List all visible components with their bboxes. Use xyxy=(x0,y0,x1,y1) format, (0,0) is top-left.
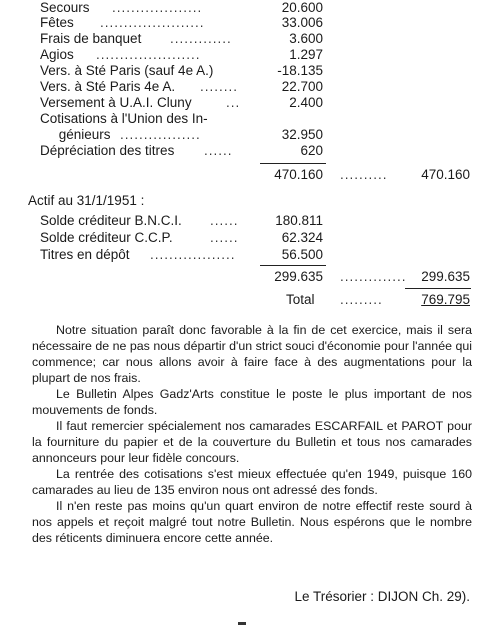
expense-label: Agios xyxy=(40,47,74,62)
leader-dots: ................... xyxy=(112,0,203,15)
expense-amount: -18.135 xyxy=(277,63,323,78)
expense-amount: 2.400 xyxy=(289,95,323,110)
report-text xyxy=(32,322,472,546)
leader-dots: .................. xyxy=(150,247,236,262)
grand-total-row xyxy=(0,292,500,308)
leader-dots: ......... xyxy=(340,292,383,307)
expense-label: Vers. à Sté Paris (sauf 4e A.) xyxy=(40,63,214,78)
asset-label: Titres en dépôt xyxy=(40,247,130,262)
expenses-total: 470.160 xyxy=(274,167,323,182)
assets-total-right: 299.635 xyxy=(421,269,470,284)
total-rule xyxy=(405,288,471,289)
expense-row xyxy=(0,63,500,79)
leader-dots: .............. xyxy=(340,269,407,284)
expense-row xyxy=(0,0,500,16)
expense-row xyxy=(0,31,500,47)
expense-label: Vers. à Sté Paris 4e A. xyxy=(40,79,176,94)
expense-amount: 3.600 xyxy=(289,31,323,46)
asset-row xyxy=(0,247,500,263)
expense-label: Fêtes xyxy=(40,15,74,30)
expense-amount: 33.006 xyxy=(281,15,323,30)
leader-dots: ........ xyxy=(200,79,239,94)
leader-dots: ................. xyxy=(120,127,201,142)
leader-dots: ...................... xyxy=(96,47,201,62)
expense-amount: 1.297 xyxy=(289,47,323,62)
expense-label: Cotisations à l'Union des In- xyxy=(40,111,208,126)
asset-amount: 62.324 xyxy=(281,230,323,245)
expense-label: Dépréciation des titres xyxy=(40,143,175,158)
expense-amount: 20.600 xyxy=(281,0,323,15)
subtotal-rule xyxy=(260,265,326,266)
paragraph: Il faut remercier spécialement nos camarades ESCARFAIL et PAROT pour la fourniture du papier et de la couverture du Bulletin et tous nos camarades annonceurs pour leur fidèle concours. xyxy=(32,419,472,465)
expense-row xyxy=(0,143,500,159)
expense-amount: 32.950 xyxy=(281,127,323,142)
assets-heading: Actif au 31/1/1951 : xyxy=(28,193,145,208)
assets-total: 299.635 xyxy=(274,269,323,284)
leader-dots: ...................... xyxy=(100,15,205,30)
expense-amount: 620 xyxy=(300,143,323,158)
paragraph: Il n'en reste pas moins qu'un quart environ de notre effectif reste sourd à nos appels et reçoit malgré tout notre Bulletin. Nous espérons que le nombre des réticents diminuera encore cette année. xyxy=(32,499,472,545)
page-mark xyxy=(238,622,246,625)
grand-total-label: Total xyxy=(286,292,315,307)
expenses-total-row xyxy=(0,167,500,183)
expense-label: génieurs xyxy=(40,127,111,142)
asset-label: Solde créditeur C.C.P. xyxy=(40,230,173,245)
leader-dots: .......... xyxy=(340,167,388,182)
expense-label: Frais de banquet xyxy=(40,31,142,46)
asset-row xyxy=(0,213,500,229)
paragraph: La rentrée des cotisations s'est mieux effectuée qu'en 1949, puisque 160 camarades au lieu de 135 environ nous ont adressé des fonds. xyxy=(32,467,472,497)
leader-dots: ...... xyxy=(204,143,233,158)
signature: Le Trésorier : DIJON Ch. 29). xyxy=(294,589,470,604)
expense-row xyxy=(0,95,500,111)
asset-label: Solde créditeur B.N.C.I. xyxy=(40,213,182,228)
expenses-total-right: 470.160 xyxy=(421,167,470,182)
expense-label: Versement à U.A.I. Cluny xyxy=(40,95,192,110)
paragraph: Le Bulletin Alpes Gadz'Arts constitue le poste le plus important de nos mouvements de fonds. xyxy=(32,387,472,417)
subtotal-rule xyxy=(260,163,326,164)
expense-row xyxy=(0,111,500,127)
expense-row xyxy=(0,127,500,143)
expense-label: Secours xyxy=(40,0,90,15)
assets-total-row xyxy=(0,269,500,285)
expense-row xyxy=(0,47,500,63)
expense-amount: 22.700 xyxy=(281,79,323,94)
leader-dots: ............. xyxy=(170,31,232,46)
leader-dots: ... xyxy=(226,95,241,110)
expense-row xyxy=(0,79,500,95)
grand-total: 769.795 xyxy=(421,292,470,307)
asset-amount: 180.811 xyxy=(275,213,323,228)
paragraph: Notre situation paraît donc favorable à la fin de cet exercice, mais il sera nécessaire de ne pas nous départir d'un strict souci d'économie pour l'année qui commence; car nous allons avoir à faire face à des augmentations pour la plupart de nos frais. xyxy=(32,323,472,385)
asset-row xyxy=(0,230,500,246)
leader-dots: ...... xyxy=(210,230,239,245)
expense-row xyxy=(0,15,500,31)
asset-amount: 56.500 xyxy=(281,247,323,262)
leader-dots: ...... xyxy=(210,213,239,228)
